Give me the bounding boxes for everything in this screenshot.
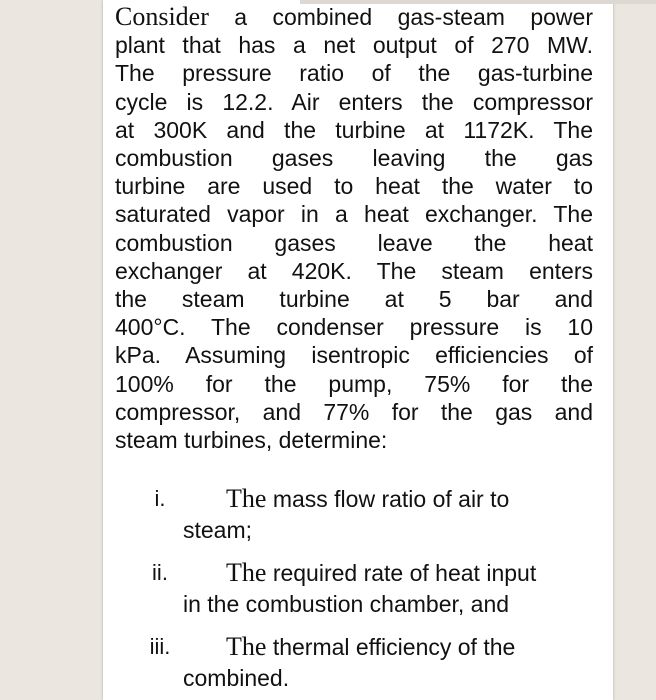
problem-line: steam turbines, determine: <box>115 427 388 454</box>
problem-line: turbine are used to heat the water to <box>115 173 593 200</box>
question-lead-word: The <box>226 558 267 587</box>
problem-line: The pressure ratio of the gas-turbine <box>115 60 593 87</box>
question-number: ii. <box>152 560 168 585</box>
problem-line: saturated vapor in a heat exchanger. The <box>115 201 593 228</box>
question-item <box>140 630 600 692</box>
question-line: The mass flow ratio of air to <box>226 484 510 513</box>
problem-line: 100% for the pump, 75% for the <box>115 370 593 397</box>
question-list <box>140 482 600 692</box>
problem-line: at 300K and the turbine at 1172K. The <box>115 116 593 143</box>
problem-line: exchanger at 420K. The steam enters <box>115 257 593 284</box>
question-number: i. <box>154 486 166 511</box>
problem-line: Consider a combined gas-steam power <box>115 2 593 31</box>
question-number: iii. <box>149 634 171 659</box>
question-line: in the combustion chamber, and <box>183 591 510 617</box>
question-line: steam; <box>183 517 253 543</box>
question-line: The thermal efficiency of the <box>226 632 516 661</box>
problem-statement <box>115 3 593 454</box>
problem-line: kPa. Assuming isentropic efficiencies of <box>115 342 593 369</box>
question-line: The required rate of heat input <box>226 558 537 587</box>
problem-line: cycle is 12.2. Air enters the compressor <box>115 88 593 115</box>
question-item <box>140 556 600 618</box>
question-item <box>140 482 600 544</box>
problem-lead-word: Consider <box>115 2 209 31</box>
question-line: combined. <box>183 665 290 691</box>
problem-line: plant that has a net output of 270 MW. <box>115 32 593 59</box>
problem-line: 400°C. The condenser pressure is 10 <box>115 314 593 341</box>
problem-line: combustion gases leaving the gas <box>115 145 593 172</box>
problem-line: the steam turbine at 5 bar and <box>115 286 593 313</box>
question-lead-word: The <box>226 484 267 513</box>
problem-line: compressor, and 77% for the gas and <box>115 398 593 425</box>
problem-line: combustion gases leave the heat <box>115 229 593 256</box>
question-lead-word: The <box>226 632 267 661</box>
